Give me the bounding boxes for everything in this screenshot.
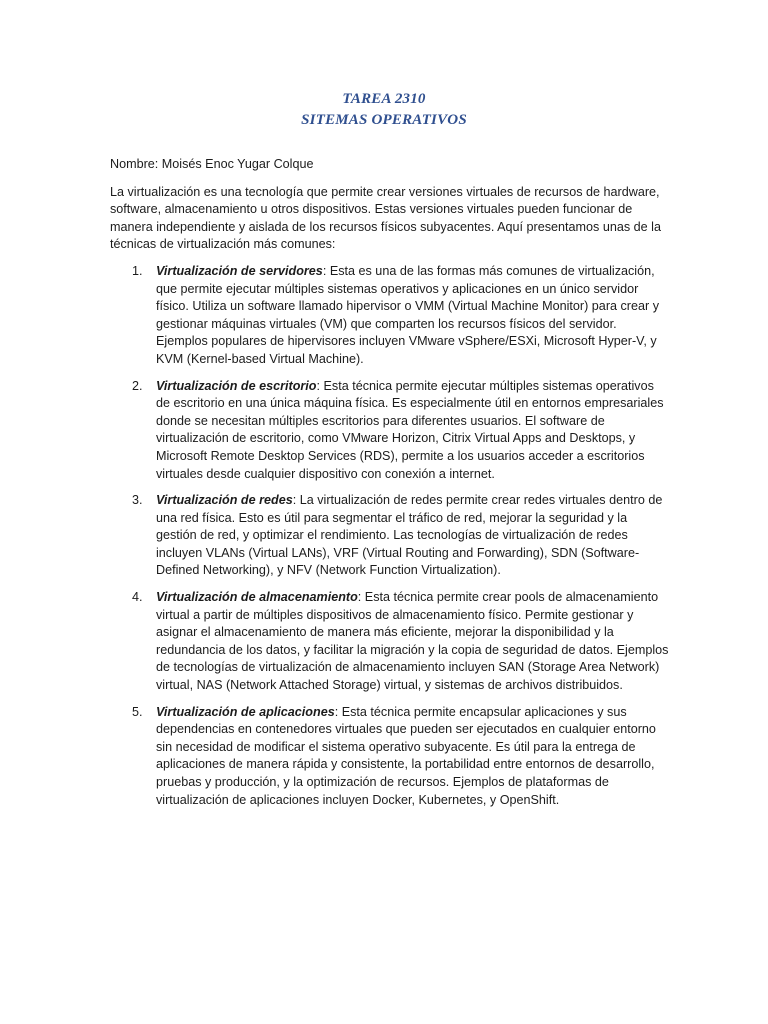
list-item-term: Virtualización de servidores — [156, 263, 323, 278]
list-item-text: Esta técnica permite ejecutar múltiples sistemas operativos de escritorio en una única máquina física. Es especialmente útil en entornos empresariales donde se necesitan múltiples escritorios para diferentes usuarios. El software de virtualización de escritorio, como VMware Horizon, Citrix Virtual Apps and Desktops, y Microsoft Remote Desktop Services (RDS), permite a los usuarios acceder a escritorios virtuales desde cualquier dispositivo con conexión a internet. — [156, 378, 664, 481]
list-item-colon: : — [334, 704, 342, 719]
intro-paragraph: La virtualización es una tecnología que permite crear versiones virtuales de recursos de hardware, software, almacenamiento u otros dispositivos. Estas versiones virtuales pueden funcionar de manera independiente y aislada de los recursos físicos subyacentes. Aquí presentamos unas de la técnicas de virtualización más comunes: — [110, 184, 661, 252]
list-item-colon: : — [316, 378, 324, 393]
list-item-term: Virtualización de redes — [156, 493, 293, 508]
author-line: Nombre: Moisés Enoc Yugar Colque — [110, 157, 314, 171]
list-item-1 — [110, 263, 670, 369]
list-item-number: 3. — [132, 493, 143, 508]
list-item-4 — [110, 589, 670, 695]
list-item-term: Virtualización de aplicaciones — [156, 704, 335, 719]
document-title — [0, 89, 768, 131]
list-item-colon: : — [292, 493, 300, 508]
list-item-3 — [110, 492, 670, 580]
list-item-text: Esta técnica permite encapsular aplicaciones y sus dependencias en contenedores virtuales que pueden ser ejecutados en cualquier entorno sin necesidad de modificar el sistema operativo subyacente. Es útil para la entrega de aplicaciones de manera rápida y consistente, la portabilidad entre entornos de desarrollo, pruebas y producción, y la optimización de recursos. Ejemplos de plataformas de virtualización de aplicaciones incluyen Docker, Kubernetes, y OpenShift. — [156, 704, 656, 807]
list-item-text: Esta es una de las formas más comunes de virtualización, que permite ejecutar múltiples sistemas operativos y aplicaciones en un único servidor físico. Utiliza un software llamado hipervisor o VMM (Virtual Machine Monitor) para crear y gestionar máquinas virtuales (VM) que comparten los recursos físicos del servidor. Ejemplos populares de hipervisores incluyen VMware vSphere/ESXi, Microsoft Hyper-V, y KVM (Kernel-based Virtual Machine). — [156, 263, 659, 366]
list-item-number: 4. — [132, 590, 143, 605]
title-line-subject: SITEMAS OPERATIVOS — [301, 112, 467, 128]
list-item-number: 2. — [132, 378, 143, 393]
techniques-list — [110, 263, 670, 809]
list-item-text: La virtualización de redes permite crear redes virtuales dentro de una red física. Esto es útil para segmentar el tráfico de red, mejorar la seguridad y la gestión de red, y optimizar el rendimiento. Las tecnologías de virtualización de redes incluyen VLANs (Virtual LANs), VRF (Virtual Routing and Forwarding), SDN (Software-Defined Networking), y NFV (Network Function Virtualization). — [156, 493, 663, 578]
list-item-term: Virtualización de almacenamiento — [156, 590, 358, 605]
list-item-2 — [110, 378, 670, 484]
list-item-5 — [110, 704, 670, 810]
list-item-term: Virtualización de escritorio — [156, 378, 317, 393]
list-item-text: Esta técnica permite crear pools de almacenamiento virtual a partir de múltiples dispositivos de almacenamiento físico. Permite gestionar y asignar el almacenamiento de manera más eficiente, mejorar la disponibilidad y la redundancia de los datos, y facilitar la migración y la copia de seguridad de datos. Ejemplos de tecnologías de virtualización de almacenamiento incluyen SAN (Storage Area Network) virtual, NAS (Network Attached Storage) virtual, y sistemas de archivos distribuidos. — [156, 590, 669, 693]
list-item-number: 5. — [132, 704, 143, 719]
list-item-number: 1. — [132, 263, 143, 278]
list-item-colon: : — [357, 590, 365, 605]
document-body — [110, 156, 670, 818]
list-item-colon: : — [322, 263, 330, 278]
title-line-assignment: TAREA 2310 — [342, 91, 426, 107]
